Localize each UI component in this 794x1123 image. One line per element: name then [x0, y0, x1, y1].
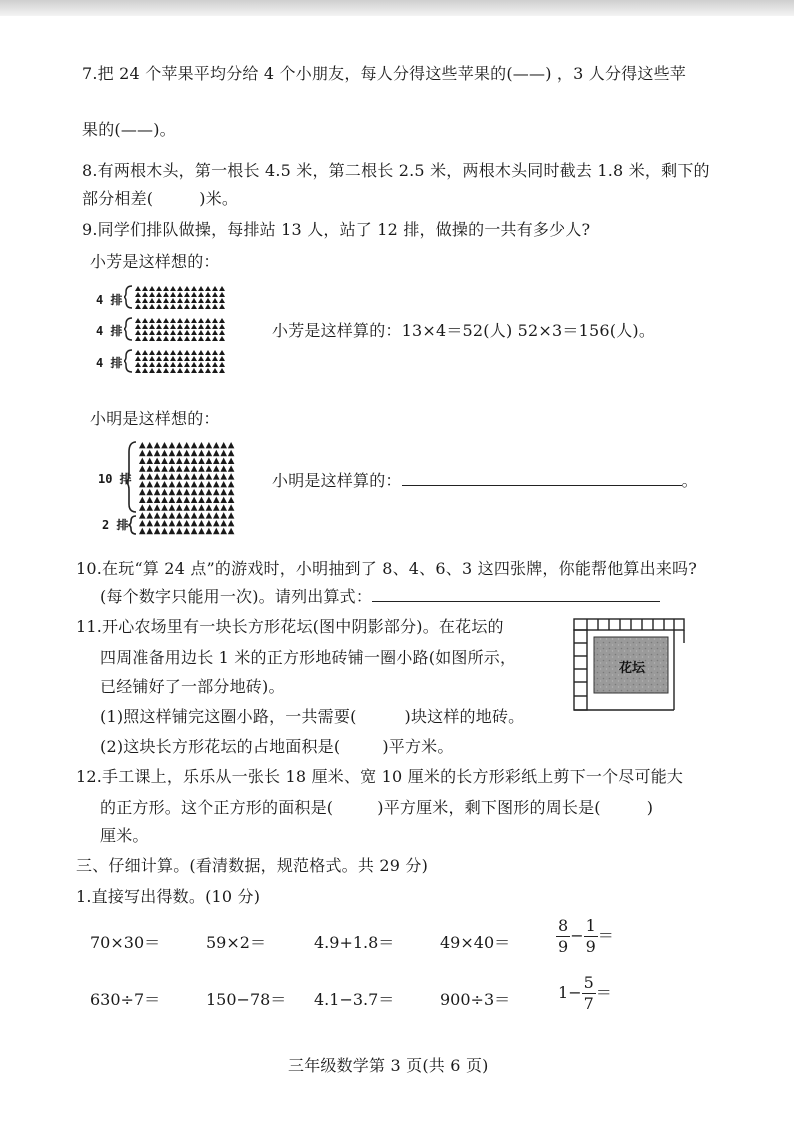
q11-line2: 四周准备用边长 1 米的正方形地砖铺一圈小路(如图所示， — [100, 648, 517, 667]
q8-line1: 8.有两根木头，第一根长 4.5 米，第二根长 2.5 米，两根木头同时截去 1.8 米，剩下的 — [82, 161, 710, 180]
q7-line1: 7.把 24 个苹果平均分给 4 个小朋友，每人分得这些苹果的(——) ，3 人分得这些苹 — [82, 64, 686, 83]
xiaofang-triangles — [135, 286, 225, 373]
q10-line2-text: (每个数字只能用一次)。请列出算式： — [100, 587, 373, 606]
q11-sub2-end: )平方米。 — [382, 737, 454, 756]
q7-line2: 果的(——)。 — [82, 120, 176, 139]
scan-top-edge — [0, 0, 794, 16]
q10-answer-field[interactable] — [372, 587, 660, 602]
xiaofang-calc: 小芳是这样算的：13×4＝52(人) 52×3＝156(人)。 — [272, 321, 656, 340]
page-footer: 三年级数学第 3 页(共 6 页) — [288, 1056, 489, 1075]
xiaoming-calc-label: 小明是这样算的： — [272, 471, 402, 490]
section3-sub1: 1.直接写出得数。(10 分) — [76, 887, 261, 906]
calc-r1-1: 70×30＝ — [90, 933, 161, 952]
q12-line2 — [100, 798, 653, 818]
q10-line1: 10.在玩“算 24 点”的游戏时，小明抽到了 8、4、6、3 这四张牌，你能帮他算出来吗? — [76, 559, 698, 578]
calc-r1-2: 59×2＝ — [206, 933, 266, 952]
calc-r1-5: $\frac{8}{9}$ − $\frac{1}{9}$ ＝ — [558, 916, 614, 956]
q11-sub2-start: (2)这块长方形花坛的占地面积是( — [100, 737, 341, 756]
calc-r2-4: 900÷3＝ — [440, 990, 511, 1009]
q11-sub2 — [100, 737, 454, 757]
xiaoming-rows-figure — [126, 438, 240, 538]
brace-group-2 — [129, 516, 136, 534]
xiaoming-think: 小明是这样想的： — [90, 409, 220, 428]
q11-line3: 已经铺好了一部分地砖)。 — [100, 677, 285, 696]
frac-5-7: $\frac{5}{7}$ — [583, 973, 594, 1013]
xiaoming-answer-field[interactable] — [402, 471, 682, 486]
q12-line2-end: ) — [646, 798, 654, 817]
row-label-4b: 4 排 — [96, 324, 123, 338]
xiaoming-calc-line — [272, 471, 698, 491]
xiaofang-rows-figure — [124, 282, 228, 378]
q11-sub1-start: (1)照这样铺完这圈小路，一共需要( — [100, 707, 357, 726]
xiaoming-calc-end: 。 — [681, 471, 698, 490]
frac-8-9: $\frac{8}{9}$ — [558, 916, 569, 956]
xiaofang-think: 小芳是这样想的： — [90, 252, 220, 271]
q11-sub1 — [100, 707, 524, 727]
brace-group-3 — [124, 350, 132, 372]
frac-1-9: $\frac{1}{9}$ — [585, 916, 596, 956]
flowerbed-label: 花坛 — [619, 661, 646, 676]
q12-line1: 12.手工课上，乐乐从一张长 18 厘米、宽 10 厘米的长方形彩纸上剪下一个尽可能大 — [76, 767, 684, 786]
xiaoming-triangles — [139, 442, 234, 534]
q11-line1: 11.开心农场里有一块长方形花坛(图中阴影部分)。在花坛的 — [76, 617, 504, 636]
row-label-4c: 4 排 — [96, 356, 123, 370]
calc-r2-5: 1− $\frac{5}{7}$ ＝ — [558, 973, 612, 1013]
calc-r1-4: 49×40＝ — [440, 933, 511, 952]
row-label-2: 2 排 — [102, 518, 129, 532]
calc-r2-2: 150−78＝ — [206, 990, 287, 1009]
q8-line2-end: )米。 — [199, 189, 239, 208]
calc-r2-3: 4.1−3.7＝ — [314, 990, 395, 1009]
q10-line2 — [100, 587, 660, 607]
brace-group-10 — [126, 442, 136, 512]
brace-group-2 — [124, 318, 132, 340]
brace-group-1 — [124, 286, 132, 308]
flowerbed-figure — [572, 617, 690, 715]
row-label-10: 10 排 — [98, 472, 132, 486]
q9-question: 9.同学们排队做操，每排站 13 人，站了 12 排，做操的一共有多少人? — [82, 220, 591, 239]
q12-line3: 厘米。 — [100, 826, 149, 845]
q11-sub1-end: )块这样的地砖。 — [404, 707, 525, 726]
row-label-4a: 4 排 — [96, 293, 123, 307]
section3-title: 三、仔细计算。(看清数据，规范格式。共 29 分) — [76, 856, 429, 875]
calc-r1-3: 4.9+1.8＝ — [314, 933, 395, 952]
calc-r2-1: 630÷7＝ — [90, 990, 161, 1009]
q12-line2-mid: )平方厘米，剩下图形的周长是( — [377, 798, 601, 817]
q8-line2-start: 部分相差( — [82, 189, 154, 208]
q8-line2 — [82, 189, 238, 209]
q12-line2-start: 的正方形。这个正方形的面积是( — [100, 798, 334, 817]
